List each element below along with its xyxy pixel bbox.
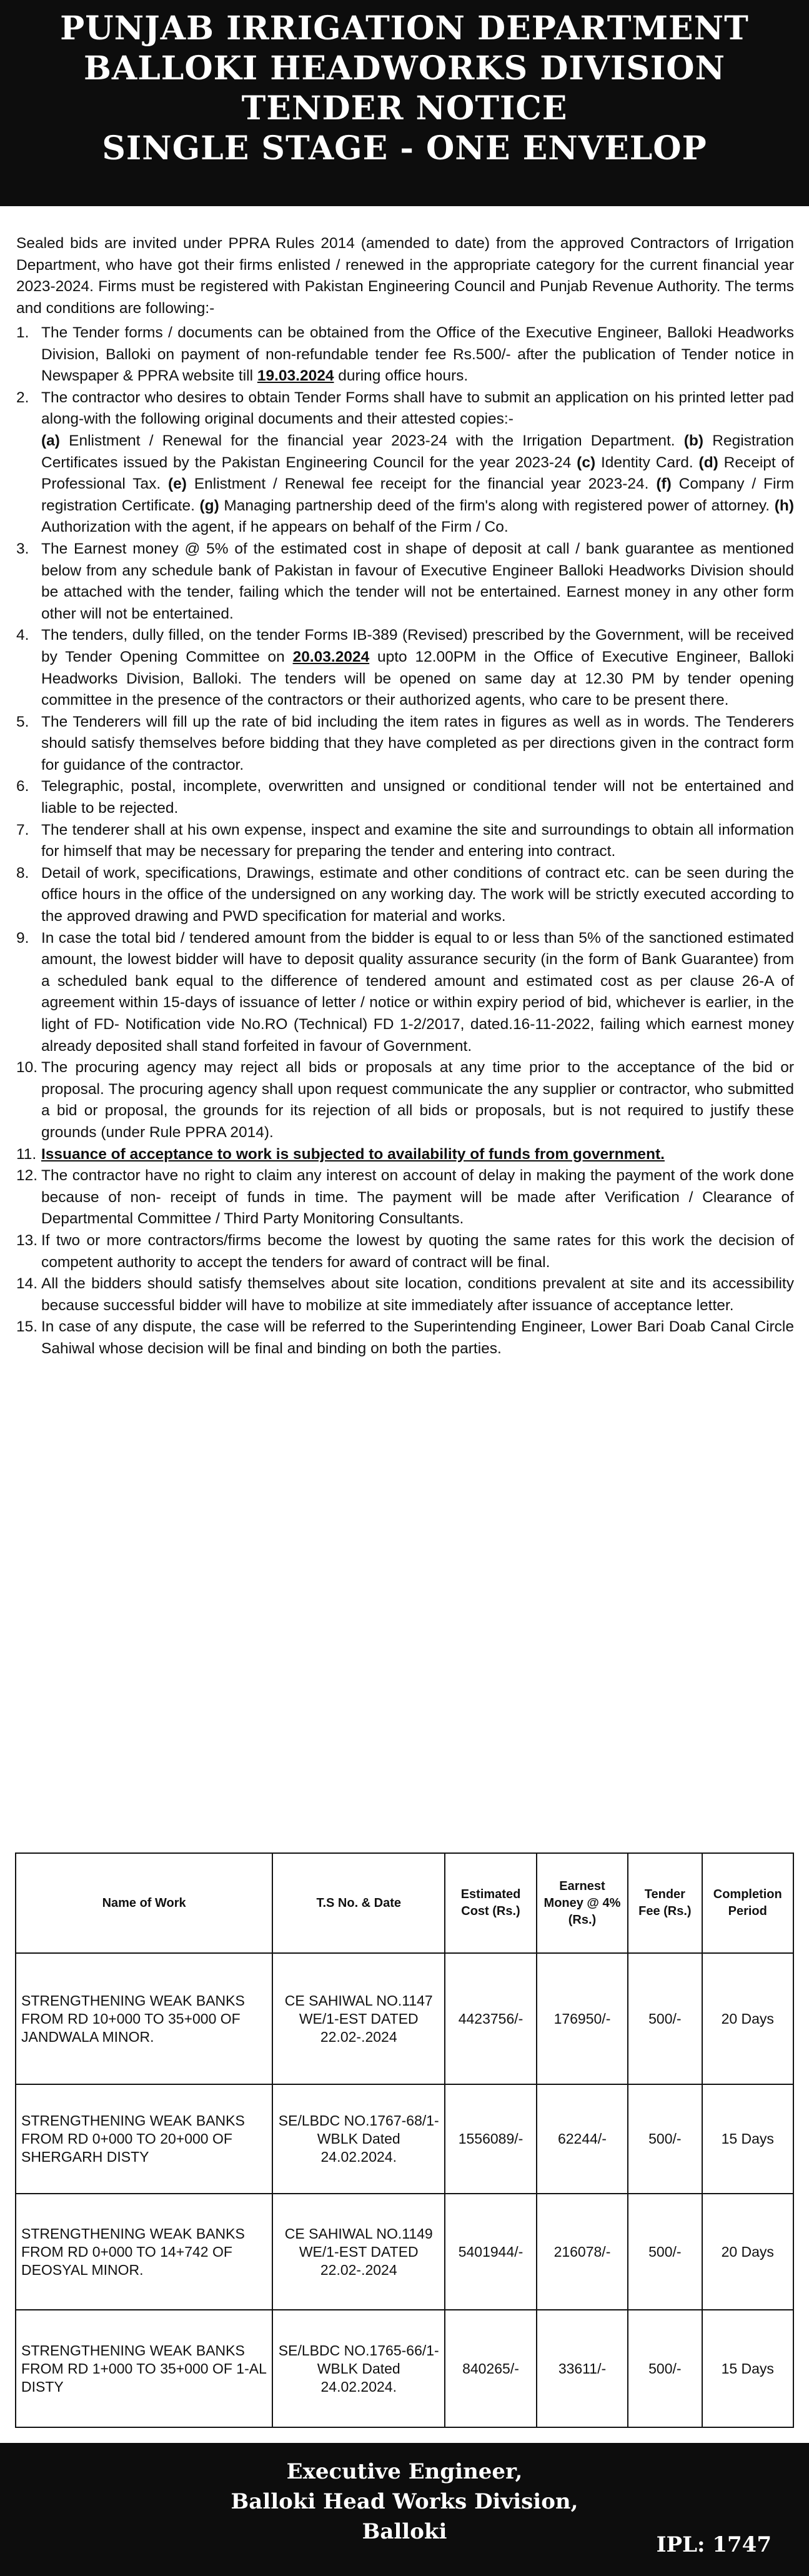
term-number: 6. — [16, 778, 29, 795]
term-item — [16, 1316, 794, 1360]
term-item — [16, 1144, 794, 1166]
issue-deadline-date: 19.03.2024 — [257, 367, 334, 385]
notice-header — [0, 0, 809, 206]
term-item — [16, 1057, 794, 1143]
term-text-funds: Issuance of acceptance to work is subjected to availability of funds from government. — [41, 1145, 665, 1163]
term-item — [16, 1230, 794, 1273]
col-header-ts: T.S No. & Date — [272, 1853, 445, 1953]
cell-fee: 500/- — [628, 2310, 702, 2427]
term-text: The tenders, dully filled, on the tender Forms IB-389 (Revised) prescribed by the Government, will be received by Tender Opening Committee on 20.03.2024 upto 12.00PM in the Office of Executive Engineer, Balloki Headworks Division, Balloki. The tenders will be opened on same day at 12.30 PM by tender opening committee in the presence of the contractors or their authorized agents, who care to be present there. — [41, 627, 794, 709]
term-number: 7. — [16, 821, 29, 838]
term-item — [16, 539, 794, 625]
cell-earnest: 62244/- — [537, 2084, 628, 2194]
term-text: The Earnest money @ 5% of the estimated cost in shape of deposit at call / bank guarantee as mentioned below from any schedule bank of Pakistan in favour of Executive Engineer Balloki Headworks Division should be attached with the tender, failing which the tender will not be entertained. Earnest money in any other form other will not be entertained. — [41, 540, 794, 622]
term-number: 11. — [16, 1145, 37, 1163]
term-item — [16, 928, 794, 1058]
works-table — [15, 1852, 794, 2428]
term-number: 3. — [16, 540, 29, 557]
opening-date: 20.03.2024 — [292, 648, 370, 665]
table-header-row — [16, 1853, 793, 1953]
term-text: The contractor have no right to claim any interest on account of delay in making the payment of the work done because of non- receipt of funds in time. The payment will be made after Verification / Clearance of Departmental Committee / Third Party Monitoring Consultants. — [41, 1167, 794, 1228]
term-number: 12. — [16, 1167, 38, 1185]
cell-earnest: 176950/- — [537, 1953, 628, 2084]
term-item — [16, 712, 794, 777]
term-item — [16, 1273, 794, 1316]
term-text: The Tender forms / documents can be obtained from the Office of the Executive Engineer, Balloki Headworks Division, Balloki on payment of non-refundable tender fee Rs.500/- after the publication of Tender notice in Newspaper & PPRA website till 19.03.2024 during office hours. — [41, 324, 794, 385]
term-number: 14. — [16, 1275, 38, 1293]
term-text: The Tenderers will fill up the rate of bid including the item rates in figures as well as in words. The Tenderers should satisfy themselves before bidding that they have completed as per directions given in the contract form for guidance of the contractor. — [41, 713, 794, 773]
term-number: 9. — [16, 929, 29, 947]
intro-paragraph: Sealed bids are invited under PPRA Rules 2014 (amended to date) from the approved Contractors of Irrigation Department, who have got their firms enlisted / renewed in the appropriate category for the current financial year 2023-2024. Firms must be registered with Pakistan Engineering Council and Punjab Revenue Authority. The terms and conditions are following:- — [16, 235, 794, 317]
cell-cost: 840265/- — [445, 2310, 536, 2427]
table-row — [16, 2194, 793, 2310]
term-text: The contractor who desires to obtain Tender Forms shall have to submit an application on his printed letter pad along-with the following original documents and their attested copies:- (a) Enlistment / Renewal for the financial year 2023-24 with the Irrigation Department. (b) Registration Certificates issued by the Pakistan Engineering Council for the year 2023-24 (c) Identity Card. (d) Receipt of Professional Tax. (e) Enlistment / Renewal fee receipt for the financial year 2023-24. (f) Company / Firm registration Certificate. (g) Managing partnership deed of the firm's along with registered power of attorney. (h) Authorization with the agent, if he appears on behalf of the Firm / Co. — [41, 389, 795, 536]
term-text: In case the total bid / tendered amount from the bidder is equal to or less than 5% of the sanctioned estimated amount, the lowest bidder will have to deposit quality assurance security (in the form of Bank Guarantee) from a scheduled bank equal to the difference of tendered amount and estimated cost as per clause 26-A of agreement within 15-days of issuance of letter / notice or within expiry period of bid, whichever is earlier, in the light of FD- Notification vide No.RO (Technical) FD 1-2/2017, dated.16-11-2022, failing which earnest money already deposited shall stand forfeited in favour of Government. — [41, 929, 794, 1055]
notice-footer — [0, 2443, 809, 2576]
term-number: 10. — [16, 1059, 38, 1077]
term-text: If two or more contractors/firms become the lowest by quoting the same rates for this work the decision of competent authority to accept the tenders for award of contract will be final. — [41, 1231, 794, 1271]
col-header-earnest: Earnest Money @ 4% (Rs.) — [537, 1853, 628, 1953]
cell-work-name: STRENGTHENING WEAK BANKS FROM RD 10+000 TO 35+000 OF JANDWALA MINOR. — [16, 1953, 272, 2084]
cell-ts: SE/LBDC NO.1765-66/1-WBLK Dated 24.02.2024. — [272, 2310, 445, 2427]
term-number: 13. — [16, 1231, 38, 1249]
term-text: The procuring agency may reject all bids or proposals at any time prior to the acceptance of the bid or proposal. The procuring agency shall upon request communicate the any supplier or contractor, who submitted a bid or proposal, the grounds for its rejection of all bids or proposals, but is not required to justify these grounds (under Rule PPRA 2014). — [41, 1059, 794, 1141]
cell-period: 20 Days — [702, 1953, 794, 2084]
term-number: 15. — [16, 1318, 38, 1336]
term-text: Telegraphic, postal, incomplete, overwritten and unsigned or conditional tender will not be entertained and liable to be rejected. — [41, 778, 794, 817]
cell-ts: SE/LBDC NO.1767-68/1-WBLK Dated 24.02.2024. — [272, 2084, 445, 2194]
cell-fee: 500/- — [628, 1953, 702, 2084]
col-header-fee: Tender Fee (Rs.) — [628, 1853, 702, 1953]
cell-fee: 500/- — [628, 2084, 702, 2194]
signatory-place: Balloki — [362, 2519, 447, 2544]
cell-cost: 5401944/- — [445, 2194, 536, 2310]
cell-cost: 4423756/- — [445, 1953, 536, 2084]
signatory-title: Executive Engineer, — [286, 2459, 523, 2484]
cell-earnest: 33611/- — [537, 2310, 628, 2427]
cell-work-name: STRENGTHENING WEAK BANKS FROM RD 0+000 TO 14+742 OF DEOSYAL MINOR. — [16, 2194, 272, 2310]
term-number: 2. — [16, 389, 29, 406]
term-item — [16, 776, 794, 819]
cell-fee: 500/- — [628, 2194, 702, 2310]
term-number: 4. — [16, 627, 29, 644]
cell-ts: CE SAHIWAL NO.1147 WE/1-EST DATED 22.02-.2024 — [272, 1953, 445, 2084]
term-text: The tenderer shall at his own expense, inspect and examine the site and surroundings to obtain all information for himself that may be necessary for preparing the tender and entering into contract. — [41, 821, 794, 860]
term-item — [16, 1165, 794, 1230]
term-text: Detail of work, specifications, Drawings, estimate and other conditions of contract etc. can be seen during the office hours in the office of the undersigned on any working day. The work will be strictly executed according to the approved drawing and PWD specification for material and works. — [41, 864, 794, 925]
term-number: 8. — [16, 864, 29, 882]
division-title: BALLOKI HEADWORKS DIVISION — [83, 49, 726, 87]
ipl-number: IPL: 1747 — [656, 2532, 772, 2557]
col-header-cost: Estimated Cost (Rs.) — [445, 1853, 536, 1953]
term-item — [16, 863, 794, 928]
term-item — [16, 322, 794, 387]
term-item — [16, 387, 794, 539]
col-header-name: Name of Work — [16, 1853, 272, 1953]
cell-earnest: 216078/- — [537, 2194, 628, 2310]
cell-period: 15 Days — [702, 2310, 794, 2427]
term-item — [16, 625, 794, 711]
cell-work-name: STRENGTHENING WEAK BANKS FROM RD 1+000 TO 35+000 OF 1-AL DISTY — [16, 2310, 272, 2427]
notice-title: TENDER NOTICE — [241, 89, 568, 127]
cell-period: 20 Days — [702, 2194, 794, 2310]
department-title: PUNJAB IRRIGATION DEPARTMENT — [60, 9, 749, 47]
signatory-division: Balloki Head Works Division, — [231, 2489, 578, 2514]
terms-list — [16, 322, 794, 1360]
table-row — [16, 2084, 793, 2194]
col-header-period: Completion Period — [702, 1853, 794, 1953]
term-text: In case of any dispute, the case will be referred to the Superintending Engineer, Lower Bari Doab Canal Circle Sahiwal whose decision will be final and binding on both the parties. — [41, 1318, 794, 1357]
stage-title: SINGLE STAGE - ONE ENVELOP — [102, 129, 707, 167]
term-number: 5. — [16, 713, 29, 730]
table-row — [16, 2310, 793, 2427]
cell-period: 15 Days — [702, 2084, 794, 2194]
term-number: 1. — [16, 324, 29, 341]
table-row — [16, 1953, 793, 2084]
cell-work-name: STRENGTHENING WEAK BANKS FROM RD 0+000 TO 20+000 OF SHERGARH DISTY — [16, 2084, 272, 2194]
cell-cost: 1556089/- — [445, 2084, 536, 2194]
signature-block — [0, 2443, 809, 2547]
cell-ts: CE SAHIWAL NO.1149 WE/1-EST DATED 22.02-.2024 — [272, 2194, 445, 2310]
term-text: All the bidders should satisfy themselves about site location, conditions prevalent at site and its accessibility because successful bidder will have to mobilize at site immediately after issuance of acceptance letter. — [41, 1275, 794, 1314]
term-item — [16, 820, 794, 863]
